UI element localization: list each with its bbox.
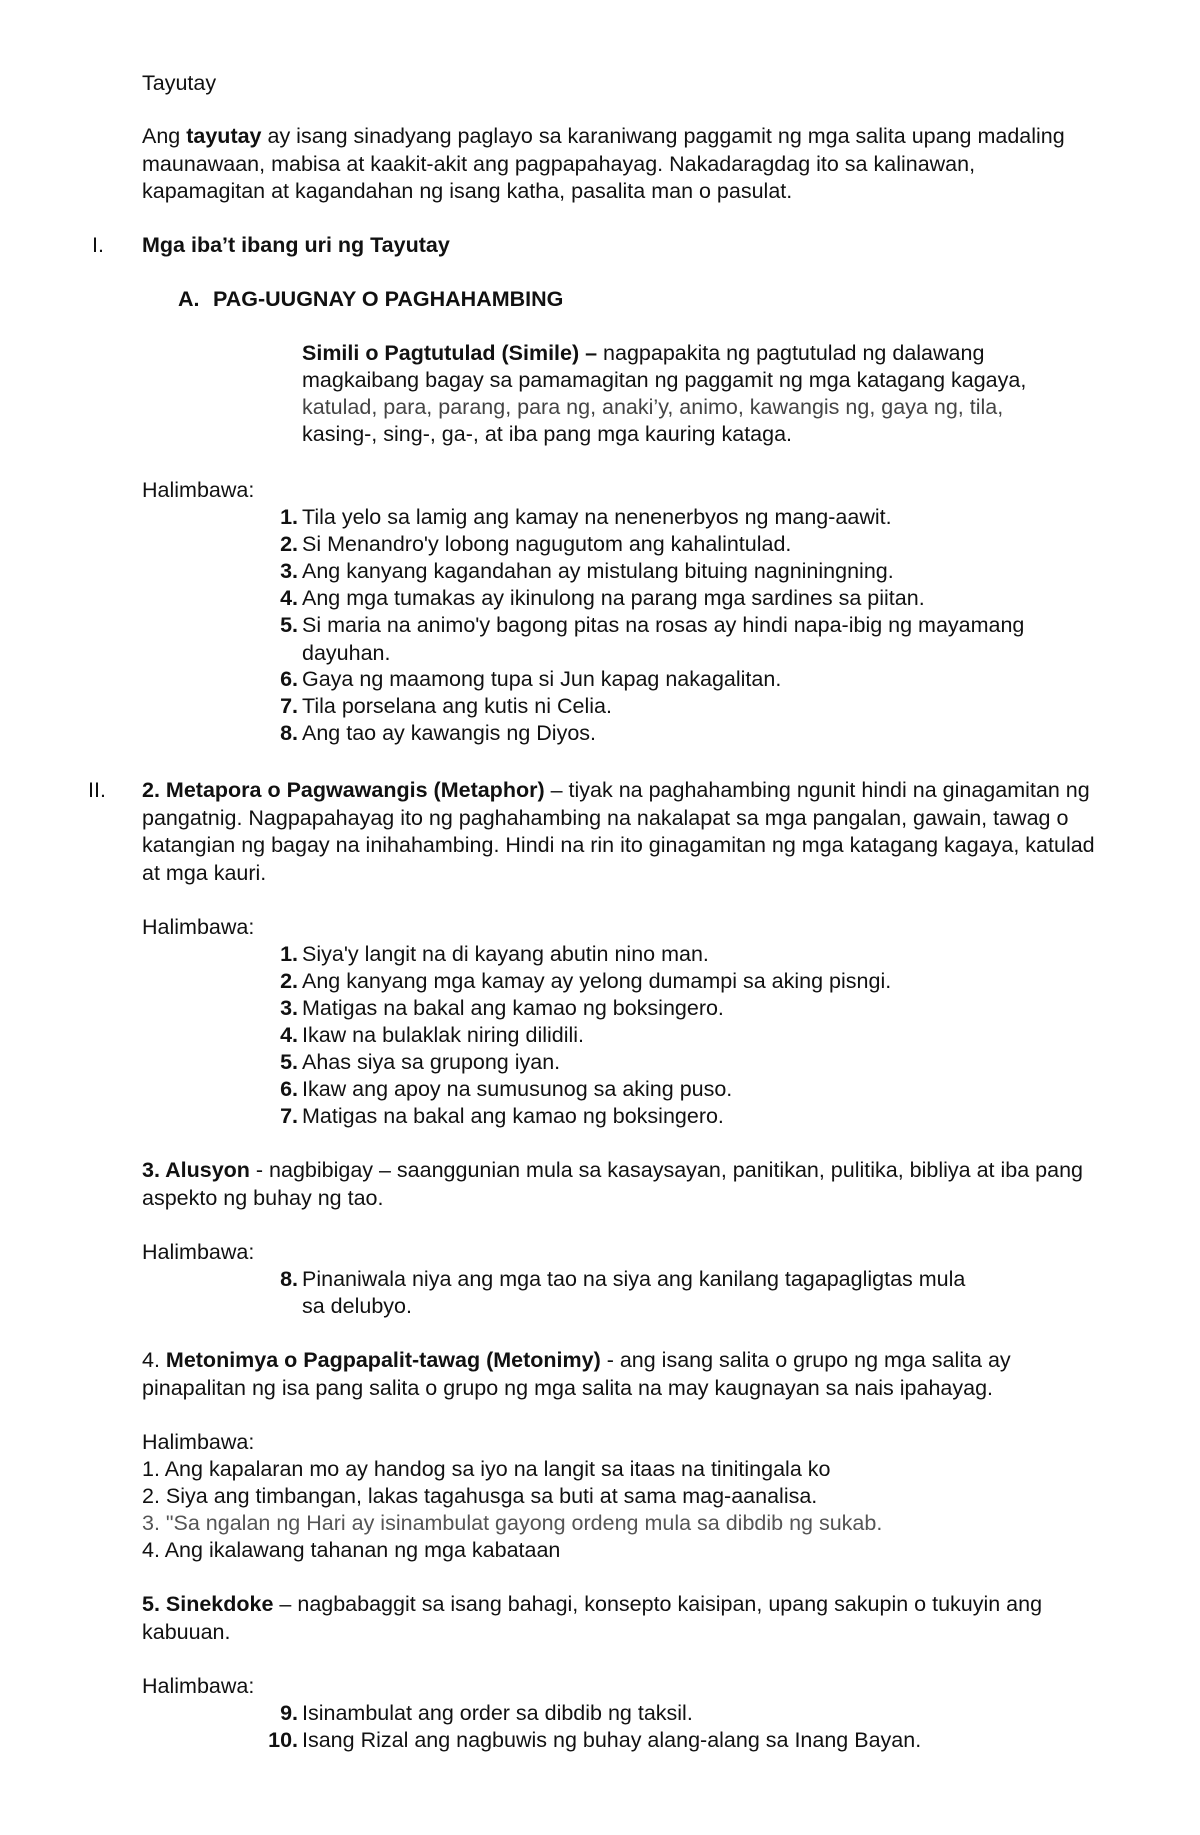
simile-example-number: 2. (280, 532, 298, 556)
simile-definition-line-4: kasing-, sing-, ga-, at iba pang mga kauring kataga. (302, 422, 793, 446)
metonimya-example: 1. Ang kapalaran mo ay handog sa iyo na langit sa itaas na tinitingala ko (142, 1457, 831, 1481)
simile-example-text: Gaya ng maamong tupa si Jun kapag nakagalitan. (302, 667, 782, 691)
metaphor-term: Metapora o Pagwawangis (Metaphor) (165, 778, 545, 802)
alusyon-example-number: 8. (280, 1267, 298, 1291)
section-1-heading: Mga iba’t ibang uri ng Tayutay (142, 233, 450, 257)
metonimya-definition: 4. Metonimya o Pagpapalit-tawag (Metonimy) - ang isang salita o grupo ng mga salita ay pinapalitan ng isa pang salita o grupo ng mga salita na may kaugnayan sa nais ipahayag. (142, 1348, 1011, 1400)
metonimya-example: 2. Siya ang timbangan, lakas tagahusga sa buti at sama mag-aanalisa. (142, 1484, 818, 1508)
metaphor-example-text: Siya'y langit na di kayang abutin nino man. (302, 942, 709, 966)
simile-example-number: 3. (280, 559, 298, 583)
metaphor-number: 2. (142, 778, 160, 802)
simile-example-text: Si maria na animo'y bagong pitas na rosas ay hindi napa-ibig ng mayamang dayuhan. (302, 613, 1025, 665)
simile-example-text: Tila porselana ang kutis ni Celia. (302, 694, 612, 718)
metaphor-example-text: Ahas siya sa grupong iyan. (302, 1050, 561, 1074)
sinekdoke-examples-label: Halimbawa: (142, 1674, 255, 1698)
simile-example-text: Si Menandro'y lobong nagugutom ang kahalintulad. (302, 532, 792, 556)
sinekdoke-example-text: Isinambulat ang order sa dibdib ng taksil. (302, 1701, 693, 1725)
subsection-a-heading: PAG-UUGNAY O PAGHAHAMBING (213, 287, 564, 311)
simile-definition-line-3: katulad, para, parang, para ng, anaki’y, animo, kawangis ng, gaya ng, tila, (302, 395, 1004, 419)
simile-example-text: Tila yelo sa lamig ang kamay na nenenerbyos ng mang-aawit. (302, 505, 892, 529)
metaphor-example-text: Matigas na bakal ang kamao ng boksingero. (302, 996, 724, 1020)
simile-example-number: 4. (280, 586, 298, 610)
metaphor-example-number: 6. (280, 1077, 298, 1101)
metonimya-term: Metonimya o Pagpapalit-tawag (Metonimy) (165, 1348, 601, 1372)
simile-example-number: 6. (280, 667, 298, 691)
intro-paragraph: Ang tayutay ay isang sinadyang paglayo sa karaniwang paggamit ng mga salita upang madaling maunawaan, mabisa at kaakit-akit ang pagpapahayag. Nakadaragdag ito sa kalinawan, kapamagitan at kagandahan ng isang katha, pasalita man o pasulat. (142, 124, 1065, 203)
sinekdoke-example-number: 9. (280, 1701, 298, 1725)
metaphor-example-number: 1. (280, 942, 298, 966)
metaphor-example-number: 3. (280, 996, 298, 1020)
simile-example-text: Ang mga tumakas ay ikinulong na parang mga sardines sa piitan. (302, 586, 925, 610)
simile-definition-line-1: Simili o Pagtutulad (Simile) – nagpapakita ng pagtutulad ng dalawang (302, 341, 985, 365)
subsection-a-letter: A. (178, 287, 200, 311)
simile-definition-line-2: magkaibang bagay sa pamamagitan ng paggamit ng mga katagang kagaya, (302, 368, 1027, 392)
alusyon-definition: 3. Alusyon - nagbibigay – saanggunian mula sa kasaysayan, panitikan, pulitika, bibliya at iba pang aspekto ng buhay ng tao. (142, 1158, 1083, 1210)
metaphor-example-number: 7. (280, 1104, 298, 1128)
simile-example-text: Ang tao ay kawangis ng Diyos. (302, 721, 596, 745)
sinekdoke-example-text: Isang Rizal ang nagbuwis ng buhay alang-alang sa Inang Bayan. (302, 1728, 922, 1752)
simile-examples-label: Halimbawa: (142, 478, 255, 502)
metaphor-example-text: Ikaw na bulaklak niring dilidili. (302, 1023, 585, 1047)
metaphor-example-number: 2. (280, 969, 298, 993)
metonimya-number: 4. (142, 1348, 166, 1372)
metaphor-examples-label: Halimbawa: (142, 915, 255, 939)
simile-example-number: 7. (280, 694, 298, 718)
alusyon-examples-label: Halimbawa: (142, 1240, 255, 1264)
metonimya-example: 3. "Sa ngalan ng Hari ay isinambulat gayong ordeng mula sa dibdib ng sukab. (142, 1511, 883, 1535)
simile-term: Simili o Pagtutulad (Simile) – (302, 341, 598, 365)
sinekdoke-example-number: 10. (268, 1728, 298, 1752)
simile-example-number: 1. (280, 505, 298, 529)
metaphor-example-text: Ang kanyang mga kamay ay yelong dumampi sa aking pisngi. (302, 969, 892, 993)
section-1-numeral: I. (92, 233, 104, 257)
document-title: Tayutay (142, 71, 217, 95)
metonimya-examples-label: Halimbawa: (142, 1430, 255, 1454)
alusyon-example-line-1: Pinaniwala niya ang mga tao na siya ang kanilang tagapagligtas mula (302, 1267, 966, 1291)
simile-example-text: Ang kanyang kagandahan ay mistulang bituing nagniningning. (302, 559, 894, 583)
alusyon-example-line-2: sa delubyo. (302, 1294, 412, 1318)
metaphor-example-number: 5. (280, 1050, 298, 1074)
metaphor-example-text: Matigas na bakal ang kamao ng boksingero. (302, 1104, 724, 1128)
metonimya-example: 4. Ang ikalawang tahanan ng mga kabataan (142, 1538, 561, 1562)
sinekdoke-term: 5. Sinekdoke (142, 1592, 274, 1616)
simile-example-number: 5. (280, 613, 298, 637)
sinekdoke-definition: 5. Sinekdoke – nagbabaggit sa isang bahagi, konsepto kaisipan, upang sakupin o tukuyin ang kabuuan. (142, 1592, 1043, 1644)
section-2-numeral: II. (88, 778, 106, 802)
metaphor-definition: 2. Metapora o Pagwawangis (Metaphor) – tiyak na paghahambing ngunit hindi na ginagamitan ng pangatnig. Nagpapahayag ito ng paghahambing na nakalapat sa mga pangalan, gawain, tawag o katangian ng bagay na inihahambing. Hindi na rin ito ginagamitan ng mga katagang kagaya, katulad at mga kauri. (142, 778, 1095, 885)
metaphor-example-text: Ikaw ang apoy na sumusunog sa aking puso. (302, 1077, 733, 1101)
term-tayutay: tayutay (186, 124, 262, 148)
simile-example-number: 8. (280, 721, 298, 745)
alusyon-term: 3. Alusyon (142, 1158, 250, 1182)
metaphor-example-number: 4. (280, 1023, 298, 1047)
